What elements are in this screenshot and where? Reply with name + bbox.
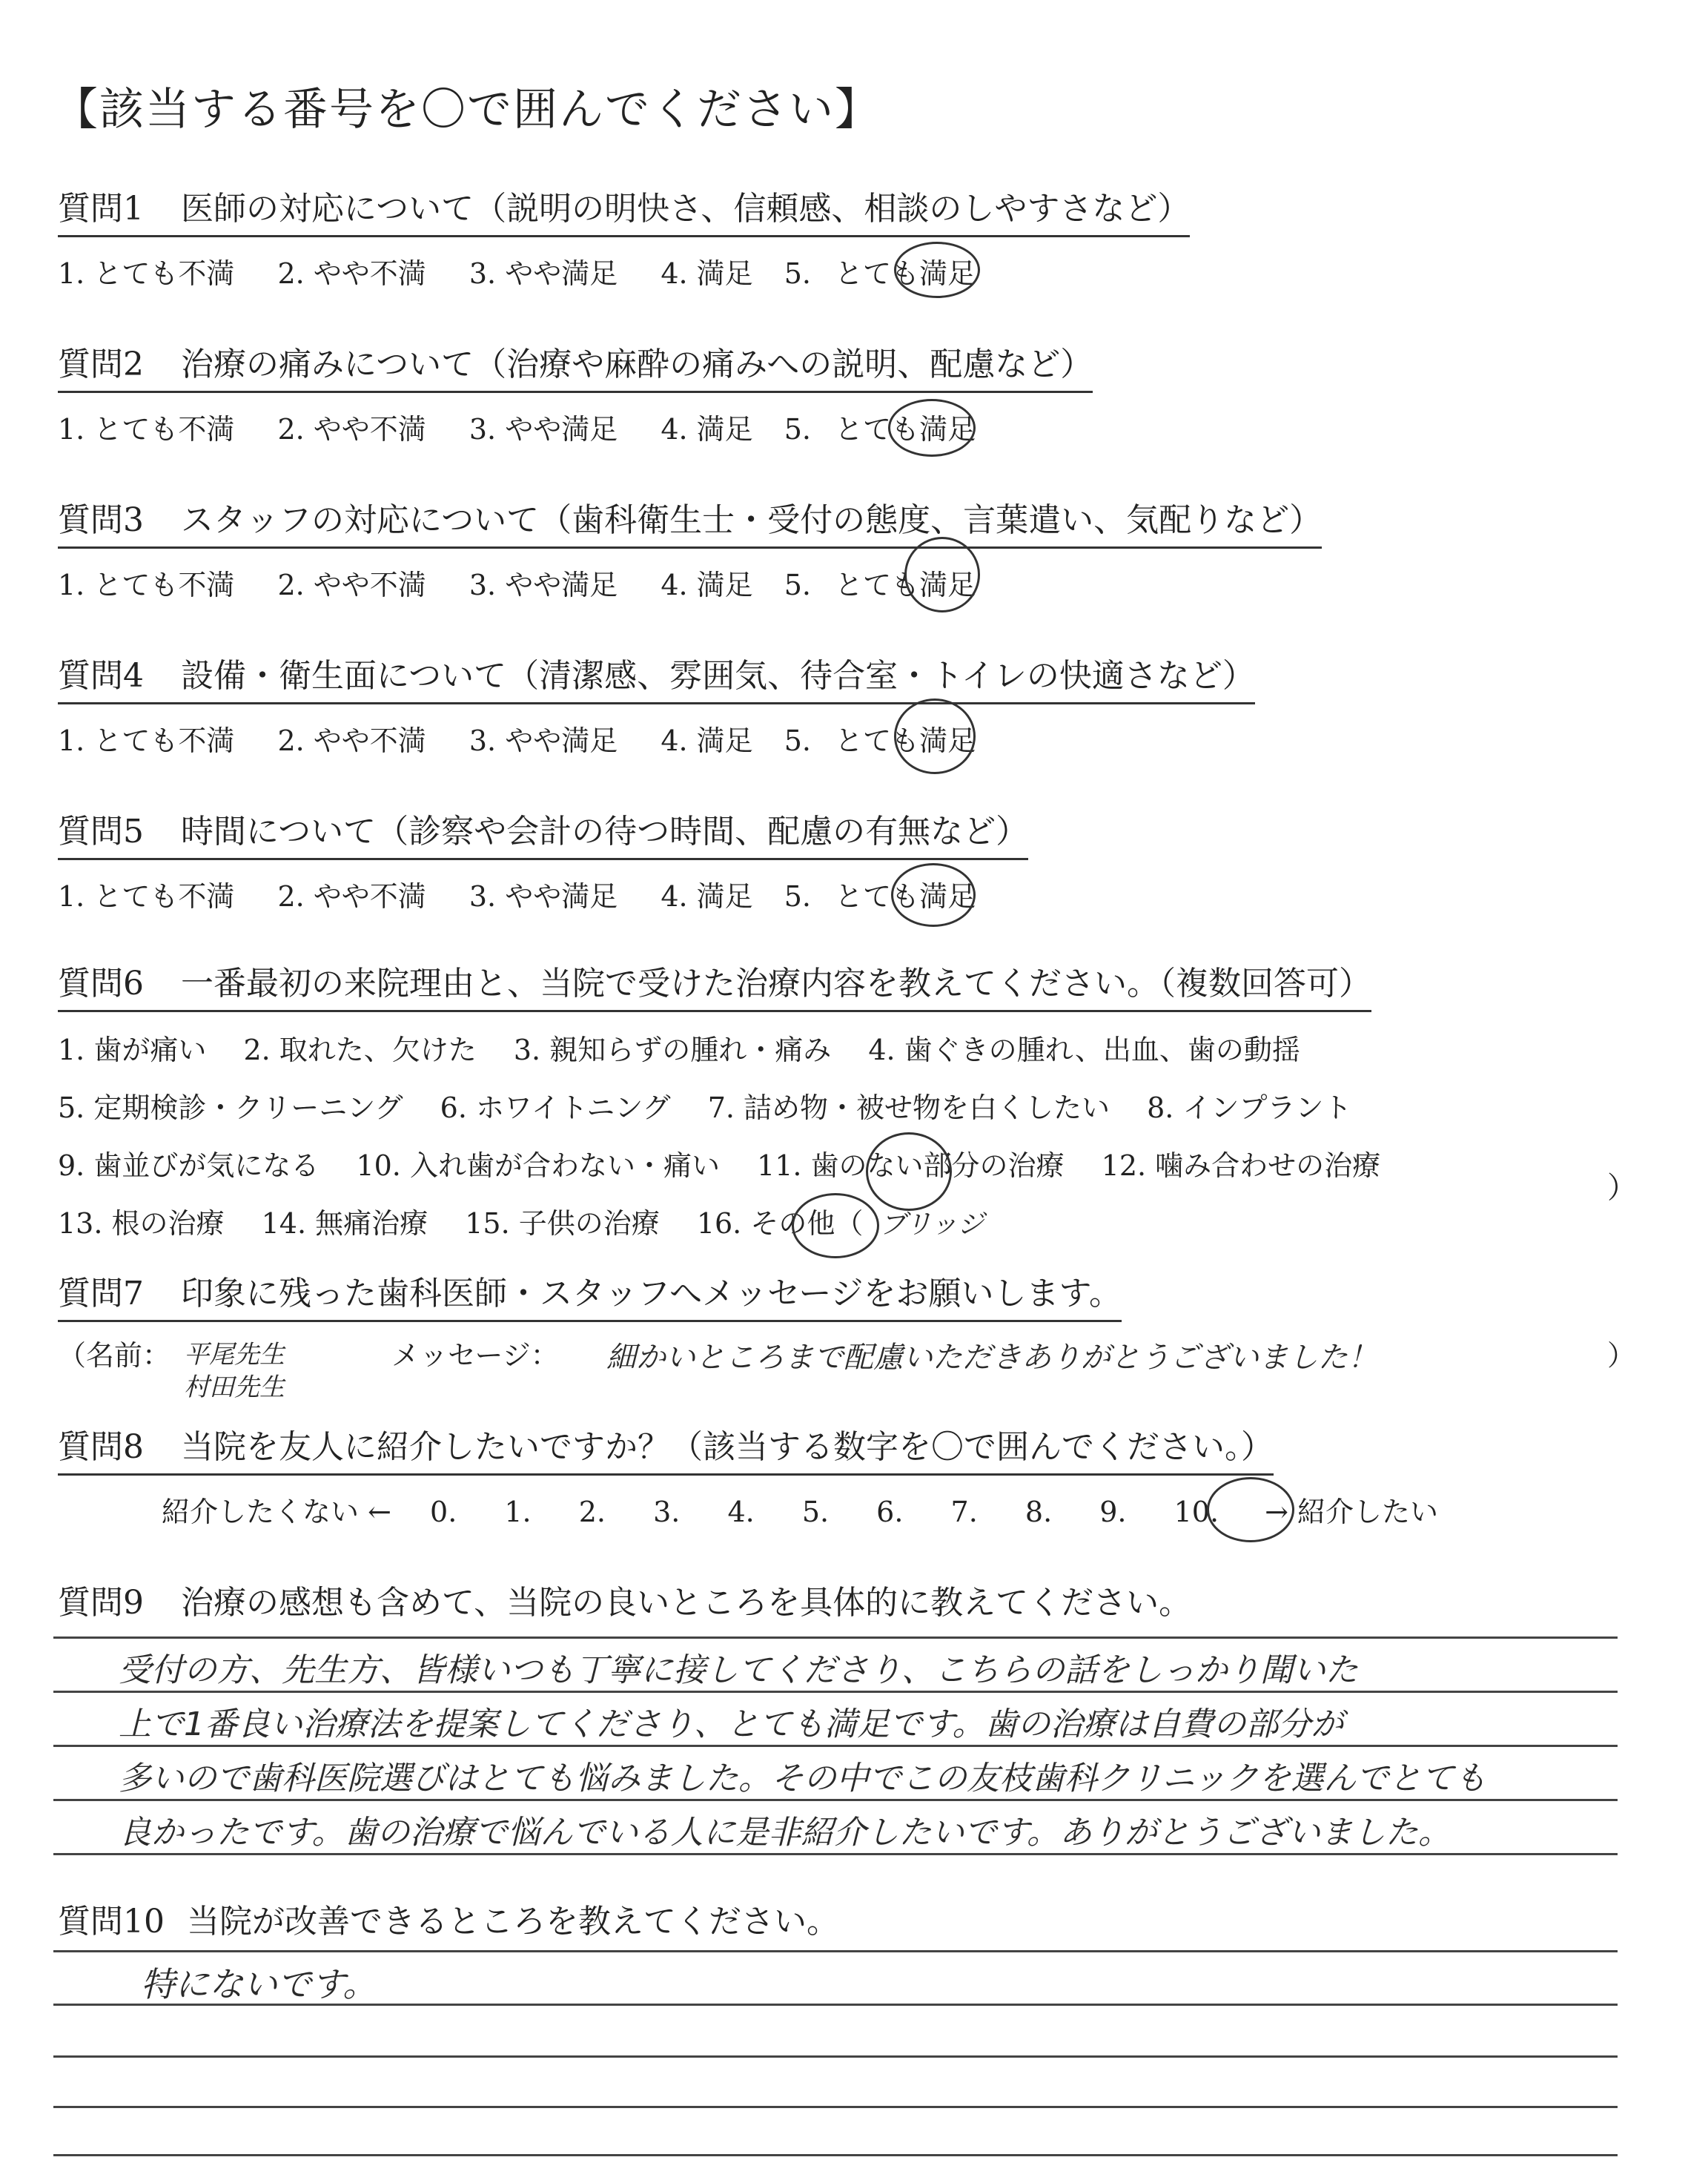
- page-title: 【該当する番号を〇で囲んでください】: [53, 84, 881, 136]
- option-13[interactable]: 13. 根の治療: [58, 1207, 225, 1240]
- option-1[interactable]: 1. とても不満: [58, 880, 235, 913]
- question-title: [58, 1895, 1652, 1942]
- option-5[interactable]: 5. 定期検診・クリーニング: [58, 1091, 403, 1124]
- rating-options: [58, 562, 1392, 603]
- option-14[interactable]: 14. 無痛治療: [261, 1207, 428, 1240]
- scale-0[interactable]: 0.: [430, 1496, 457, 1528]
- question-text: 当院を友人に紹介したいですか？（該当する数字を〇で囲んでください。）: [181, 1428, 1274, 1466]
- question-text: 治療の感想も含めて、当院の良いところを具体的に教えてください。: [181, 1584, 1192, 1622]
- question-number: 質問2: [58, 346, 144, 383]
- ruled-line: [53, 2055, 1618, 2058]
- question-9: [58, 1576, 1652, 1623]
- option-2[interactable]: 2. やや不満: [277, 880, 426, 913]
- option-3[interactable]: 3. やや満足: [469, 569, 618, 601]
- question-number: 質問7: [58, 1275, 144, 1312]
- option-5-label: とても満足: [835, 724, 976, 757]
- option-9[interactable]: 9. 歯並びが気になる: [58, 1149, 320, 1182]
- question-title: [58, 805, 1028, 860]
- option-1[interactable]: 1. とても不満: [58, 569, 235, 601]
- scale-3[interactable]: 3.: [653, 1496, 681, 1528]
- question-text: 治療の痛みについて（治療や麻酔の痛みへの説明、配慮など）: [181, 346, 1093, 383]
- question-number: 質問9: [58, 1584, 144, 1622]
- question-title: [58, 957, 1371, 1012]
- scale-6[interactable]: 6.: [876, 1496, 904, 1528]
- option-4[interactable]: 4. 満足: [661, 413, 753, 446]
- selection-circle: [891, 863, 976, 927]
- ruled-line: [53, 1799, 1618, 1801]
- option-5-selected[interactable]: 5.: [784, 880, 812, 913]
- scale-8[interactable]: 8.: [1025, 1496, 1053, 1528]
- question-title: [58, 1266, 1122, 1322]
- selection-circle: [894, 698, 976, 774]
- option-3[interactable]: 3. やや満足: [469, 413, 618, 446]
- selection-circle-11: [866, 1132, 952, 1211]
- option-4[interactable]: 4. 満足: [661, 724, 753, 757]
- question-text: 印象に残った歯科医師・スタッフへメッセージをお願いします。: [181, 1275, 1122, 1312]
- question-number: 質問8: [58, 1428, 144, 1466]
- option-5-label: とても満足: [835, 413, 976, 446]
- question-number: 質問4: [58, 657, 144, 695]
- option-5-selected[interactable]: 5.: [784, 724, 812, 757]
- question-6: [58, 957, 1652, 1254]
- selection-circle: [894, 242, 980, 298]
- question-title: [58, 649, 1255, 704]
- option-5-selected[interactable]: 5.: [784, 413, 812, 446]
- option-2[interactable]: 2. 取れた、欠けた: [243, 1034, 477, 1066]
- option-1[interactable]: 1. 歯が痛い: [58, 1034, 207, 1066]
- question-title: [58, 337, 1093, 393]
- rating-options: [58, 406, 1392, 447]
- option-3[interactable]: 3. やや満足: [469, 880, 618, 913]
- scale-1[interactable]: 1.: [504, 1496, 532, 1528]
- rating-options: [58, 251, 1392, 291]
- scale-2[interactable]: 2.: [578, 1496, 606, 1528]
- option-5-label: とても満足: [835, 257, 976, 290]
- option-4[interactable]: 4. 満足: [661, 880, 753, 913]
- options-row: [58, 1079, 1652, 1137]
- question-text: 当院が改善できるところを教えてください。: [187, 1903, 839, 1941]
- scale-7[interactable]: 7.: [950, 1496, 978, 1528]
- scale-5[interactable]: 5.: [801, 1496, 830, 1528]
- ruled-line: [53, 2106, 1618, 2108]
- option-10[interactable]: 10. 入れ歯が合わない・痛い: [356, 1149, 720, 1182]
- question-title: [58, 493, 1322, 549]
- option-2[interactable]: 2. やや不満: [277, 569, 426, 601]
- rating-options: [58, 718, 1392, 759]
- close-paren: ）: [1607, 1171, 1637, 1205]
- question-10: [58, 1895, 1652, 1942]
- option-16-selected[interactable]: 16. その他（: [696, 1207, 864, 1240]
- option-5-label: とても満足: [835, 880, 976, 913]
- question-title: [58, 182, 1190, 237]
- selection-circle: [904, 537, 980, 612]
- option-8[interactable]: 8. インプラント: [1147, 1091, 1352, 1124]
- option-1[interactable]: 1. とても不満: [58, 413, 235, 446]
- option-2[interactable]: 2. やや不満: [277, 257, 426, 290]
- option-5-selected[interactable]: 5.: [784, 569, 812, 601]
- option-3[interactable]: 3. やや満足: [469, 724, 618, 757]
- selection-circle: [888, 399, 976, 457]
- referral-scale: [162, 1489, 1652, 1530]
- option-4[interactable]: 4. 満足: [661, 257, 753, 290]
- scale-4[interactable]: 4.: [727, 1496, 755, 1528]
- option-4[interactable]: 4. 歯ぐきの腫れ、出血、歯の動揺: [868, 1034, 1300, 1066]
- scale-9[interactable]: 9.: [1099, 1496, 1127, 1528]
- option-4[interactable]: 4. 満足: [661, 569, 753, 601]
- option-6[interactable]: 6. ホワイトニング: [440, 1091, 671, 1124]
- scale-right-label: → 紹介したい: [1265, 1496, 1439, 1528]
- message-block: [58, 1332, 1652, 1402]
- question-text: スタッフの対応について（歯科衛生士・受付の態度、言葉遣い、気配りなど）: [181, 501, 1323, 539]
- answer-line: 多いので歯科医院選びはとても悩みました。その中でこの友枝歯科クリニックを選んでとても: [119, 1760, 1487, 1797]
- answer-line: 良かったです。歯の治療で悩んでいる人に是非紹介したいです。ありがとうございました。: [119, 1814, 1451, 1852]
- option-5-selected[interactable]: 5.: [784, 257, 812, 290]
- question-title: [58, 1576, 1652, 1623]
- name-label: （名前：: [58, 1339, 171, 1372]
- answer-line: 特にないです。: [141, 1964, 377, 2004]
- close-paren: ）: [1607, 1339, 1636, 1372]
- options-row: [58, 1137, 1652, 1195]
- ruled-line: [53, 1950, 1618, 1952]
- question-3: [58, 493, 1392, 603]
- ruled-line: [53, 1691, 1618, 1693]
- option-1[interactable]: 1. とても不満: [58, 724, 235, 757]
- question-text: 一番最初の来院理由と、当院で受けた治療内容を教えてください。（複数回答可）: [181, 965, 1371, 1003]
- selection-circle-16: [792, 1193, 879, 1258]
- rating-options: [58, 873, 1392, 914]
- name-2: 村田先生: [184, 1373, 285, 1402]
- options-row: [58, 1021, 1652, 1079]
- question-number: 質問6: [58, 965, 144, 1003]
- question-5: [58, 805, 1392, 914]
- ruled-line: [53, 1636, 1618, 1639]
- answer-line: 上で1番良い治療法を提案してくださり、とても満足です。歯の治療は自費の部分が: [119, 1705, 1344, 1743]
- question-text: 医師の対応について（説明の明快さ、信頼感、相談のしやすさなど）: [181, 190, 1191, 228]
- option-11-selected[interactable]: 11. 歯のない部分の治療: [757, 1149, 1065, 1182]
- question-8: [58, 1420, 1652, 1530]
- option-12[interactable]: 12. 噛み合わせの治療: [1101, 1149, 1381, 1182]
- question-number: 質問5: [58, 813, 144, 851]
- scale-left-label: 紹介したくない ←: [162, 1496, 391, 1528]
- question-text: 設備・衛生面について（清潔感、雰囲気、待合室・トイレの快適さなど）: [181, 657, 1255, 695]
- name-1: 平尾先生: [184, 1340, 285, 1370]
- selection-circle: [1207, 1477, 1294, 1542]
- option-5-label: とても満足: [835, 569, 976, 601]
- option-3[interactable]: 3. 親知らずの腫れ・痛み: [513, 1034, 832, 1066]
- message-label: メッセージ：: [391, 1339, 559, 1372]
- question-1: [58, 182, 1392, 291]
- question-2: [58, 337, 1392, 447]
- answer-line: 受付の方、先生方、皆様いつも丁寧に接してくださり、こちらの話をしっかり聞いた: [119, 1651, 1358, 1689]
- other-answer: ブリッジ: [879, 1209, 984, 1240]
- scale-10-selected[interactable]: 10.: [1174, 1496, 1219, 1528]
- question-number: 質問10: [58, 1903, 165, 1941]
- option-2[interactable]: 2. やや不満: [277, 413, 426, 446]
- question-7: [58, 1266, 1652, 1402]
- option-3[interactable]: 3. やや満足: [469, 257, 618, 290]
- option-2[interactable]: 2. やや不満: [277, 724, 426, 757]
- ruled-line: [53, 2154, 1618, 2156]
- option-1[interactable]: 1. とても不満: [58, 257, 235, 290]
- ruled-line: [53, 1853, 1618, 1855]
- option-15[interactable]: 15. 子供の治療: [465, 1207, 660, 1240]
- message-text: 細かいところまで配慮いただきありがとうございました！: [606, 1341, 1377, 1375]
- question-title: [58, 1420, 1274, 1476]
- question-4: [58, 649, 1392, 759]
- ruled-line: [53, 1745, 1618, 1747]
- question-number: 質問3: [58, 501, 144, 539]
- option-7[interactable]: 7. 詰め物・被せ物を白くしたい: [707, 1091, 1110, 1124]
- reason-options: [58, 1021, 1652, 1254]
- question-text: 時間について（診察や会計の待つ時間、配慮の有無など）: [181, 813, 1029, 851]
- question-number: 質問1: [58, 190, 144, 228]
